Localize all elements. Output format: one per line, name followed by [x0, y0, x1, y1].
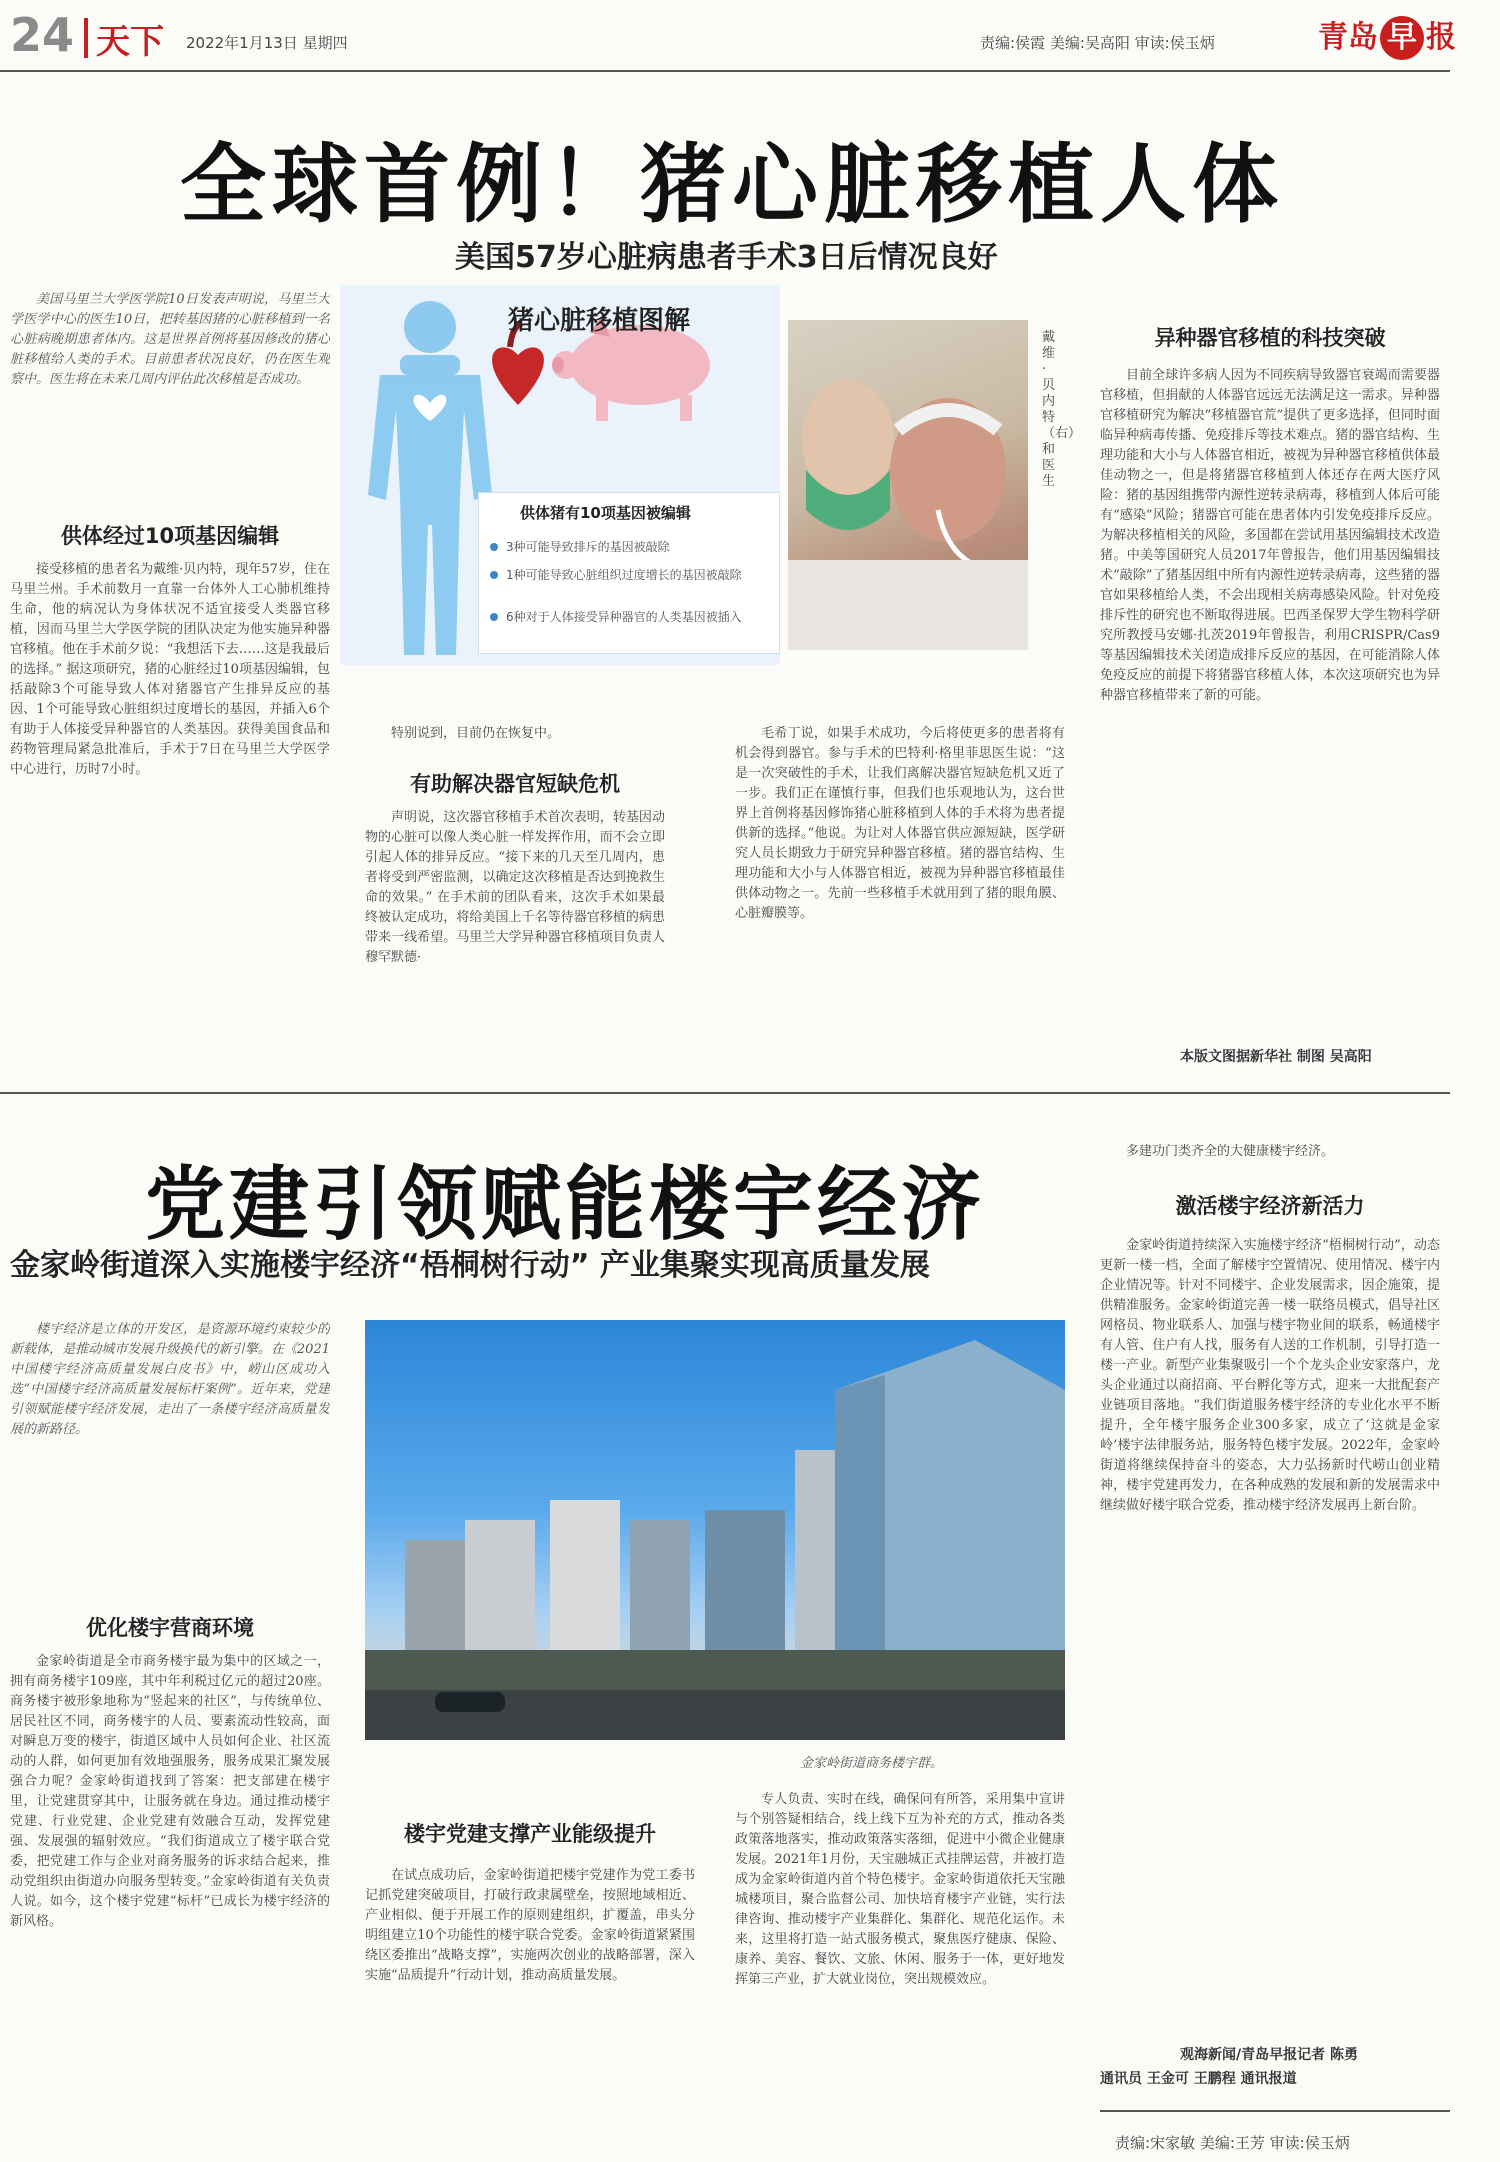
- issue-date: 2022年1月13日 星期四: [186, 34, 348, 52]
- infographic-title: 猪心脏移植图解: [508, 306, 691, 336]
- article1-mid-col3-text: 毛希丁说，如果手术成功，今后将使更多的患者将有机会得到器官。参与手术的巴特利·格里菲思医生说：“这是一次突破性的手术，让我们离解决器官短缺危机又近了一步。我们正在谨慎行事，但我们也乐观地认为，这台世界上首例将基因修饰猪心脏移植到人体的手术将为患者提供新的选择。”他说。为让对人体器官供应源短缺，医学研究人员长期致力于研究异种器官移植。猪的器官结构、生理功能和大小与人体器官相近，被视为异种器官移植最佳供体动物之一。先前一些移植手术就用到了猪的眼角膜、心脏瓣膜等。: [735, 726, 1065, 921]
- article2-section1-heading: 优化楼宇营商环境: [86, 1616, 254, 1640]
- newspaper-logo: [1318, 12, 1456, 60]
- article1-section1-body: [10, 560, 330, 1080]
- article2-section1-text: 金家岭街道是全市商务楼宇最为集中的区域之一，拥有商务楼宇109座，其中年利税过亿元的超过20座。商务楼宇被形象地称为“竖起来的社区”，与传统单位、居民社区不同，商务楼宇的人员、要素流动性较高，面对瞬息万变的楼宇，街道区域中人员如何企业、社区流动的人群，如何更加有效地强服务，服务成果汇聚发展强合力呢？金家岭街道找到了答案：把支部建在楼宇里，让党建贯穿其中，让服务就在身边。通过推动楼宇党建、行业党建、企业党建有效融合互动，发挥党建强、发展强的辐射效应。“我们街道成立了楼宇联合党委，把党建工作与企业对商务服务的诉求结合起来，推动党组织由街道办向服务型转变。”金家岭街道有关负责人说。如今，这个楼宇党建“标杆”已成长为楼宇经济的新风格。: [10, 1654, 330, 1929]
- article1-right-heading: 异种器官移植的科技突破: [1154, 326, 1386, 350]
- article-divider: [0, 1092, 1450, 1094]
- footer-editor-credits: 责编:宋家敏 美编:王芳 审读:侯玉炳: [1115, 2134, 1350, 2152]
- article2-lead-text: 楼宇经济是立体的开发区，是资源环境约束较少的新载体，是推动城市发展升级换代的新引擎。在《2021中国楼宇经济高质量发展白皮书》中，崂山区成功入选“中国楼宇经济高质量发展标杆案例”。近年来，党建引领赋能楼宇经济发展，走出了一条楼宇经济高质量发展的新路径。: [10, 1322, 330, 1437]
- article1-mid-col1-text: 特别说到，目前仍在恢复中。: [391, 726, 561, 741]
- article1-credit: 本版文图据新华社 制图 吴高阳: [1180, 1049, 1372, 1065]
- gene-edit-bullet: 1种可能导致心脏组织过度增长的基因被敲除: [490, 566, 770, 584]
- article2-section1-body: [10, 1652, 330, 2152]
- article1-headline: 全球首例！猪心脏移植人体: [180, 135, 1284, 235]
- section-divider: [84, 18, 88, 58]
- article2-col2b-text: 专人负责、实时在线，确保问有所答，采用集中宣讲与个别答疑相结合，线上线下互为补充的方式，推动各类政策落地落实，推动政策落实落细，促进中小微企业健康发展。2021年1月份，天宝融城正式挂牌运营，并被打造成为金家岭街道内首个特色楼宇。金家岭街道依托天宝融城楼项目，聚合监督公司、加快培育楼宇产业链，实行法律咨询、推动楼宇产业集群化、集群化、规范化运作。未来，这里将打造一站式服务模式，聚焦医疗健康、保险、康养、美容、餐饮、文旅、休闲、服务于一体，更好地发挥第三产业，扩大就业岗位，突出规模效应。: [735, 1792, 1065, 1987]
- article2-credit-correspondent: 通讯员 王金可 王鹏程 通讯报道: [1100, 2071, 1297, 2087]
- article1-mid-col3: [735, 724, 1065, 1068]
- article1-right-body: [1100, 366, 1440, 1042]
- bullet-dot-icon: [490, 571, 498, 579]
- article2-section2-text: 在试点成功后，金家岭街道把楼宇党建作为党工委书记抓党建突破项目，打破行政隶属壁垒，按照地域相近、产业相似、便于开展工作的原则建组织，扩覆盖，串头分明组建立10个功能性的楼宇联合党委。金家岭街道紧紧围绕区委推出“战略支撑”，实施两次创业的战略部署，深入实施“品质提升”行动计划，推动高质量发展。: [365, 1868, 695, 1983]
- article1-section2-heading: 有助解决器官短缺危机: [410, 772, 620, 796]
- article1-lead-text: 美国马里兰大学医学院10日发表声明说，马里兰大学医学中心的医生10日，把转基因猪的心脏移植到一名心脏病晚期患者体内。这是世界首例将基因修改的猪心脏移植给人类的手术。目前患者状况良好，仍在医生观察中。医生将在未来几周内评估此次移植是否成功。: [10, 292, 330, 387]
- building-photo-caption: 金家岭街道商务楼宇群。: [800, 1756, 944, 1771]
- article1-mid-col1-top: [365, 724, 665, 748]
- building-photo-drawing: [365, 1320, 1065, 1740]
- article2-right-body: [1100, 1236, 1440, 2036]
- article2-section2-heading: 楼宇党建支撑产业能级提升: [404, 1822, 656, 1846]
- page-number: 24: [10, 8, 75, 62]
- bullet-dot-icon: [490, 543, 498, 551]
- gene-edit-bullet: 3种可能导致排斥的基因被敲除: [490, 538, 770, 556]
- article1-lead: [10, 290, 330, 470]
- article2-right-heading: 激活楼宇经济新活力: [1175, 1194, 1365, 1218]
- article2-credit-reporter: 观海新闻/青岛早报记者 陈勇: [1180, 2047, 1358, 2063]
- article2-right-text: 金家岭街道持续深入实施楼宇经济“梧桐树行动”，动态更新一楼一档，全面了解楼宇空置情况、使用情况、楼宇内企业情况等。针对不同楼宇、企业发展需求，因企施策，提供精准服务。金家岭街道完善一楼一联络员模式，倡导社区网格员、物业联系人、加强与楼宇物业间的联系，畅通楼宇有人管、住户有人找，服务有人送的工作机制，引导打造一楼一产业。新型产业集聚吸引一个个龙头企业安家落户，龙头企业通过以商招商、平台孵化等方式，迎来一大批配套产业链项目落地。“我们街道服务楼宇经济的专业化水平不断提升，全年楼宇服务企业300多家，成立了‘这就是金家岭’楼宇法律服务站，服务特色楼宇发展。2022年，金家岭街道将继续保持奋斗的姿态，大力弘扬新时代崂山创业精神，楼宇党建再发力，在各种成熟的发展和新的发展需求中继续做好楼宇联合党委，推动楼宇经济发展再上新台阶。: [1100, 1238, 1440, 1513]
- article1-section2-body: [365, 808, 665, 1068]
- article2-subheadline: 金家岭街道深入实施楼宇经济“梧桐树行动” 产业集聚实现高质量发展: [10, 1248, 930, 1283]
- gene-edit-box-title: 供体猪有10项基因被编辑: [520, 504, 691, 522]
- patient-photo-caption: 戴维·贝内特（右）和医生: [1042, 330, 1082, 489]
- patient-photo: [788, 320, 1028, 650]
- logo-text-right: 报: [1426, 20, 1456, 55]
- article2-right-top: [1100, 1142, 1440, 1164]
- article2-lead: [10, 1320, 330, 1600]
- editor-credits: 责编:侯霞 美编:吴高阳 审读:侯玉炳: [980, 34, 1215, 52]
- logo-text-left: 青岛: [1318, 20, 1378, 55]
- gene-edit-bullet: 6种对于人体接受异种器官的人类基因被插入: [490, 608, 770, 626]
- section-title: 天下: [96, 22, 164, 62]
- patient-photo-drawing: [788, 320, 1028, 650]
- article2-headline: 党建引领赋能楼宇经济: [145, 1158, 985, 1251]
- logo-circle: 早: [1380, 16, 1424, 60]
- article1-section1-heading: 供体经过10项基因编辑: [60, 524, 280, 548]
- article1-subheadline: 美国57岁心脏病患者手术3日后情况良好: [455, 240, 998, 275]
- bullet-dot-icon: [490, 613, 498, 621]
- footer-rule: [1100, 2110, 1450, 2112]
- article2-col2b: [735, 1790, 1065, 2152]
- article2-section2-body: [365, 1866, 695, 2152]
- header-rule: [0, 70, 1450, 72]
- article1-right-text: 目前全球许多病人因为不同疾病导致器官衰竭而需要器官移植，但捐献的人体器官远远无法满足这一需求。异种器官移植研究为解决“移植器官荒”提供了更多选择，但同时面临异种病毒传播、免疫排斥等技术难点。猪的器官结构、生理功能和大小与人体器官相近，被视为异种器官移植供体最佳动物之一，但是将猪器官移植到人体还存在两大医疗风险：猪的基因组携带内源性逆转录病毒，移植到人体后可能有“感染”风险；猪器官可能在患者体内引发免疫排斥反应。为解决移植相关的风险，多国都在尝试用基因编辑技术改造猪。中美等国研究人员2017年曾报告，他们用基因编辑技术“敲除”了猪基因组中所有内源性逆转录病毒，这些猪的器官如果移植给人类，不会出现相关病毒感染风险。针对免疫排斥性的研究也不断取得进展。巴西圣保罗大学生物科学研究所教授马安娜·扎茨2019年曾报告，利用CRISPR/Cas9等基因编辑技术关闭造成排斥反应的基因，在可能消除人体免疫反应的前提下将猪器官移植人体，本次这项研究也为异种器官移植带来了新的可能。: [1100, 368, 1440, 703]
- article2-right-top-text: 多建功门类齐全的大健康楼宇经济。: [1126, 1144, 1335, 1159]
- building-photo: [365, 1320, 1065, 1740]
- article1-section2-text: 声明说，这次器官移植手术首次表明，转基因动物的心脏可以像人类心脏一样发挥作用，而不会立即引起人体的排异反应。“接下来的几天至几周内，患者将受到严密监测，以确定这次移植是否达到挽救生命的效果。” 在手术前的团队看来，这次手术如果最终被认定成功，将给美国上千名等待器官移植的病患带来一线希望。马里兰大学异种器官移植项目负责人穆罕默德·: [365, 810, 665, 965]
- human-body-figure: [368, 301, 492, 655]
- article1-section1-text: 接受移植的患者名为戴维·贝内特，现年57岁，住在马里兰州。手术前数月一直靠一台体外人工心肺机维持生命，他的病况认为身体状况不适宜接受人类器官移植，因而马里兰大学医学院的团队决定为他实施异种器官移植。他在手术前夕说：“我想活下去……这是我最后的选择。” 据这项研究，猪的心脏经过10项基因编辑，包括敲除3个可能导致人体对猪器官产生排异反应的基因、1个可能导致心脏组织过度增长的基因，并插入6个有助于人体接受异种器官的人类基因。获得美国食品和药物管理局紧急批准后，手术于7日在马里兰大学医学中心进行，历时7小时。: [10, 562, 330, 777]
